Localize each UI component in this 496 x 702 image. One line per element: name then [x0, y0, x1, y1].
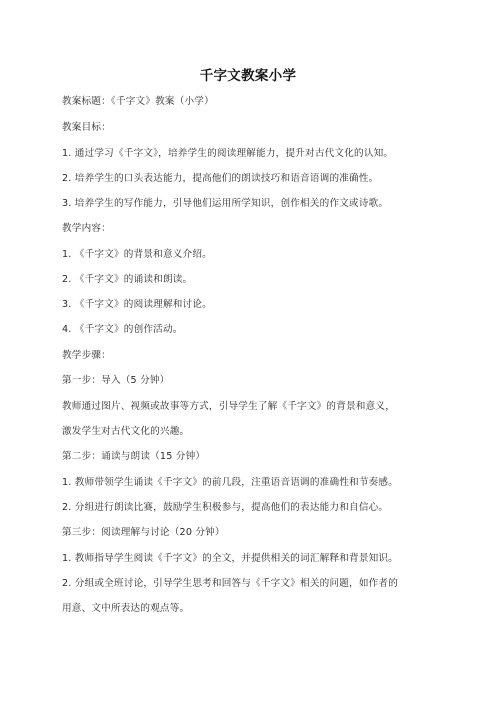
- content-heading: 教学内容：: [62, 223, 111, 234]
- content-item-4: 4. 《千字文》的创作活动。: [62, 324, 183, 335]
- step-2-item-1: 1. 教师带领学生诵读《千字文》的前几段，注重语音语调的准确性和节奏感。: [62, 477, 398, 488]
- document-title: 千字文教案小学: [199, 68, 297, 84]
- lesson-title-line: 教案标题：《千字文》教案（小学）: [62, 96, 214, 107]
- content-item-3: 3. 《千字文》的阅读理解和讨论。: [62, 299, 212, 310]
- step-1-text-line-2: 激发学生对古代文化的兴趣。: [62, 426, 190, 437]
- step-2-heading: 第二步：诵读与朗读（15 分钟）: [62, 451, 206, 462]
- step-1-heading: 第一步：导入（5 分钟）: [62, 375, 170, 386]
- step-3-heading: 第三步：阅读理解与讨论（20 分钟）: [62, 527, 225, 538]
- step-3-item-2-line-2: 用意、文中所表达的观点等。: [62, 603, 190, 614]
- goal-item-1: 1. 通过学习《千字文》，培养学生的阅读理解能力，提升对古代文化的认知。: [62, 148, 394, 159]
- goal-item-2: 2. 培养学生的口头表达能力，提高他们的朗读技巧和语音语调的准确性。: [62, 173, 379, 184]
- goals-heading: 教案目标：: [62, 122, 111, 133]
- step-3-item-2-line-1: 2. 分组或全班讨论，引导学生思考和回答与《千字文》相关的问题，如作者的: [62, 578, 398, 589]
- goal-item-3: 3. 培养学生的写作能力，引导他们运用所学知识，创作相关的作文或诗歌。: [62, 198, 389, 209]
- content-item-1: 1. 《千字文》的背景和意义介绍。: [62, 249, 212, 260]
- step-3-item-1: 1. 教师指导学生阅读《千字文》的全文，并提供相关的词汇解释和背景知识。: [62, 553, 398, 564]
- step-2-item-2: 2. 分组进行朗读比赛，鼓励学生积极参与，提高他们的表达能力和自信心。: [62, 502, 389, 513]
- steps-heading: 教学步骤：: [62, 350, 111, 361]
- step-1-text-line-1: 教师通过图片、视频或故事等方式，引导学生了解《千字文》的背景和意义，: [62, 401, 395, 412]
- content-item-2: 2. 《千字文》的诵读和朗读。: [62, 274, 193, 285]
